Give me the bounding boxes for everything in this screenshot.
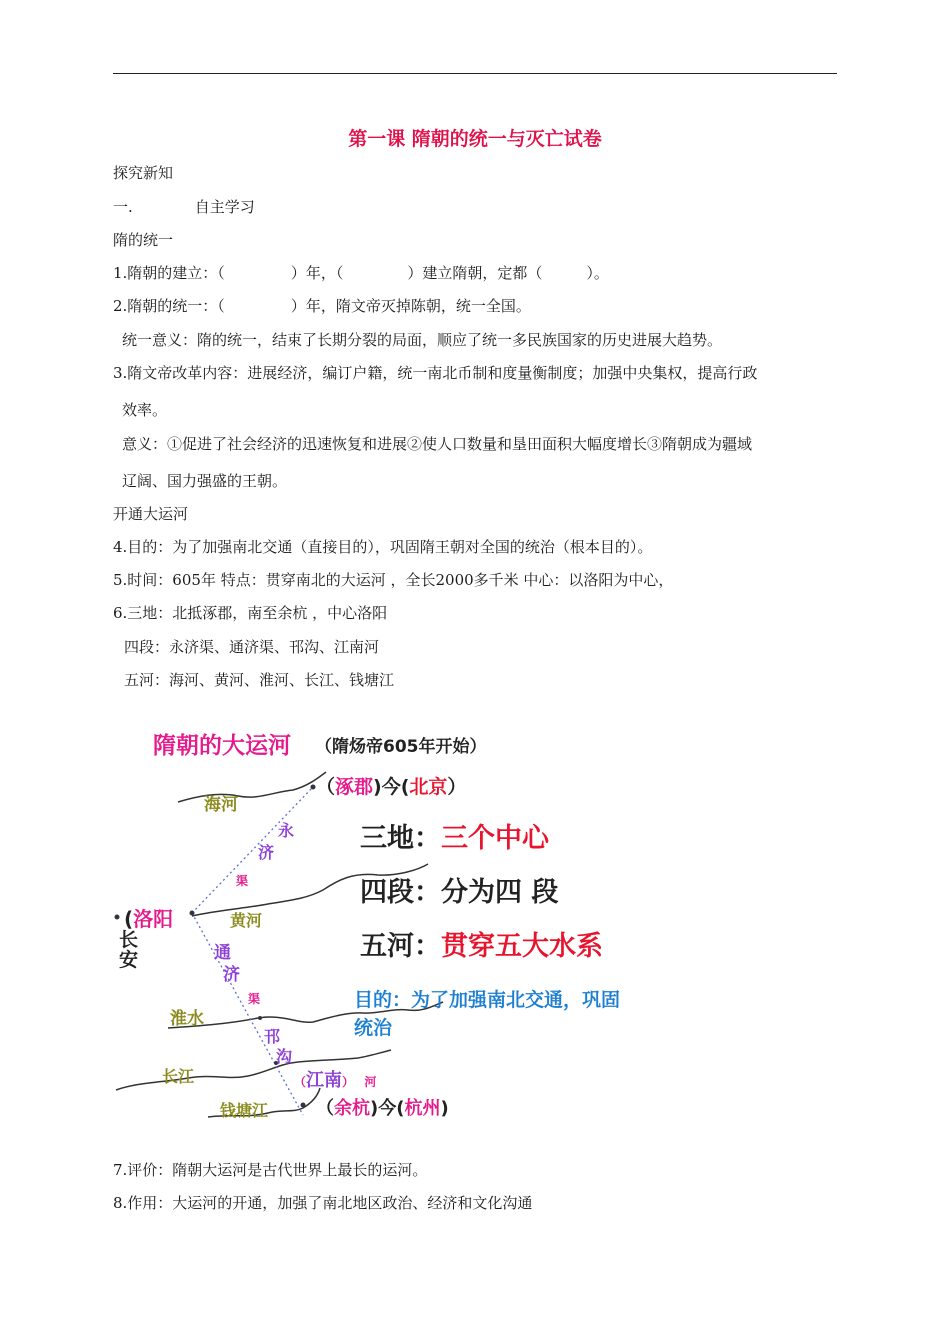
tongji-char-1: 通 [214,943,231,963]
part-number: 一. [113,198,133,216]
tongji-canal-char: 渠 [248,992,261,1006]
figure-subtitle: （隋炀帝605年开始） [315,737,487,757]
changan-label: 长 安 [119,929,139,971]
four-segments-row: 四段：分为四 段 [360,877,559,908]
hai-river-label: 海河 [204,795,238,815]
yongji-char-1: 永 [278,821,295,840]
four-segments: 四段：永济渠、通济渠、邗沟、江南河 [124,638,380,656]
part-heading [113,197,255,217]
question-6: 6.三地：北抵涿郡，南至余杭 ，中心洛阳 [113,604,388,622]
qiantang-label: 钱塘江 [220,1101,269,1120]
luoyang-dot [190,911,195,916]
question-7: 7.评价：隋朝大运河是古代世界上最长的运河。 [113,1161,428,1179]
page-title: 第一课 隋朝的统一与灭亡试卷 [348,128,602,150]
question-2 [113,296,531,316]
grand-canal-diagram [108,720,708,1130]
q2-text-b: ）年，隋文帝灭掉陈朝，统一全国。 [290,297,531,315]
unification-meaning: 统一意义：隋的统一，结束了长期分裂的局面，顺应了统一多民族国家的历史进展大趋势。 [122,331,723,349]
q1-text-c: ）建立隋朝，定都（ [407,264,543,282]
subheading-canal: 开通大运河 [113,505,189,523]
purpose-text: 目的：为了加强南北交通，巩固 统治 [354,989,621,1039]
section-heading: 探究新知 [113,164,174,182]
luoyang-label: (洛阳 [124,907,174,931]
yongji-char-2: 济 [258,843,275,862]
part-title: 自主学习 [194,198,255,216]
jiangnan-label: （江南） 河 [294,1070,377,1091]
question-3-line-2: 效率。 [122,401,168,419]
yuhang-dot [301,1103,306,1108]
q1-text-a: 1.隋朝的建立：（ [113,264,225,282]
question-1 [113,263,609,283]
subheading-unification: 隋的统一 [113,231,174,249]
header-rule [113,73,837,74]
tongji-char-2: 济 [223,965,240,985]
yellow-river-label: 黄河 [230,911,263,930]
figure-title: 隋朝的大运河 [153,733,291,759]
question-4: 4.目的：为了加强南北交通（直接目的），巩固隋王朝对全国的统治（根本目的）。 [113,538,653,556]
changan-dot [115,915,120,920]
question-3-line-1: 3.隋文帝改革内容：进展经济，编订户籍，统一南北币制和度量衡制度；加强中央集权，提高行政 [113,364,758,382]
three-places-row: 三地：三个中心 [360,823,549,854]
zhuojun-dot [311,785,316,790]
yuhang-label: （余杭)今(杭州) [316,1098,449,1119]
hangou-char-1: 邗 [264,1027,281,1046]
reform-meaning-line-1: 意义：①促进了社会经济的迅速恢复和进展②使人口数量和垦田面积大幅度增长③隋朝成为疆域 [122,435,753,453]
hangou-dot [258,1016,262,1020]
reform-meaning-line-2: 辽阔、国力强盛的王朝。 [122,472,288,490]
five-rivers: 五河：海河、黄河、淮河、长江、钱塘江 [124,671,395,689]
q1-text-d: ）。 [586,264,609,282]
question-8: 8.作用：大运河的开通，加强了南北地区政治、经济和文化沟通 [113,1194,533,1212]
huai-river-label: 淮水 [170,1009,204,1029]
hangou-char-2: 沟 [276,1047,293,1066]
question-5: 5.时间：605年 特点：贯穿南北的大运河 ，全长2000多千米 中心：以洛阳为中心， [113,571,674,589]
yongji-canal-char: 渠 [236,874,249,888]
yangtze-label: 长江 [162,1067,195,1086]
zhuojun-label: （涿郡)今(北京） [316,776,467,798]
q1-text-b: ）年，（ [290,264,344,282]
q2-text-a: 2.隋朝的统一：（ [113,297,225,315]
five-rivers-row: 五河：贯穿五大水系 [360,931,603,962]
